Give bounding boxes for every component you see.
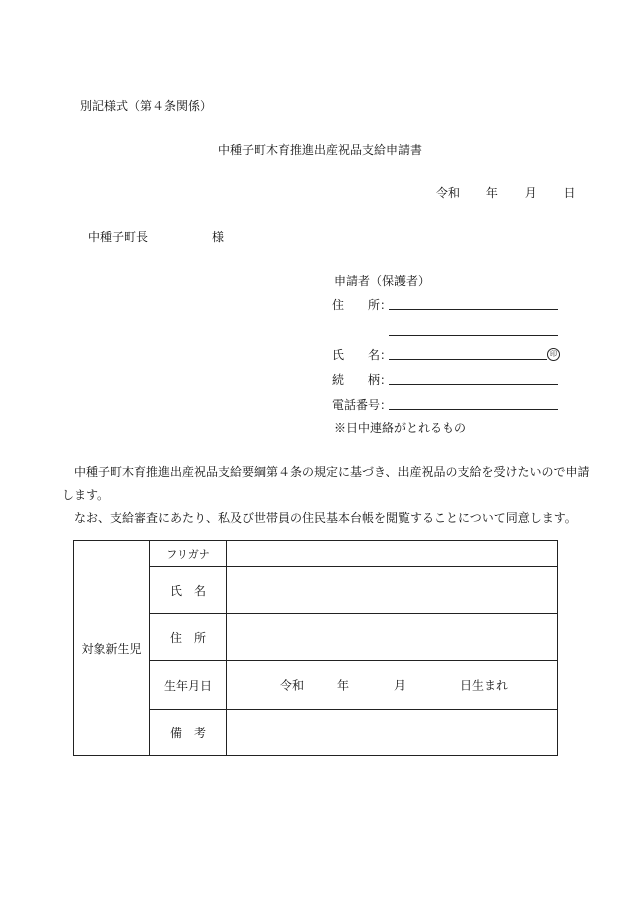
date-day: 日: [563, 186, 576, 200]
name-input[interactable]: [227, 567, 558, 614]
table-row-furigana: [74, 541, 558, 567]
birthdate-label: 生年月日: [150, 661, 227, 710]
newborn-info-table: [73, 540, 558, 756]
applicant-address-line-2[interactable]: [389, 335, 558, 336]
applicant-address-line-1[interactable]: [389, 309, 558, 310]
birth-month: 月: [394, 678, 407, 693]
remarks-label: 備考: [169, 726, 218, 740]
date-year: 年: [485, 186, 498, 200]
applicant-phone-line[interactable]: [389, 409, 558, 410]
address-input[interactable]: [227, 614, 558, 661]
date-month: 月: [524, 186, 537, 200]
applicant-heading: 申請者（保護者）: [334, 274, 431, 288]
category-cell: 対象新生児: [74, 541, 150, 756]
addressee-honorific: 様: [212, 230, 225, 244]
birthdate-input[interactable]: [227, 661, 558, 710]
applicant-relation-line[interactable]: [389, 384, 558, 385]
name-label-cell: [150, 567, 227, 614]
phone-note: ※日中連絡がとれるもの: [334, 421, 467, 435]
form-title: 中種子町木育推進出産祝品支給申請書: [218, 143, 423, 157]
seal-mark: 印: [547, 348, 560, 361]
applicant-address-label: 住 所：: [332, 298, 393, 312]
applicant-name-line[interactable]: [389, 359, 547, 360]
birth-day: 日生まれ: [460, 678, 509, 693]
birth-era: 令和: [280, 678, 305, 693]
furigana-input[interactable]: [227, 541, 558, 567]
name-label: 氏名: [169, 583, 218, 598]
furigana-label: フリガナ: [150, 541, 227, 567]
body-text-line-3: なお、支給審査にあたり、私及び世帯員の住民基本台帳を閲覧することについて同意します。: [74, 511, 577, 525]
addressee-name: 中種子町長: [88, 230, 149, 244]
birthdate-fields: [227, 661, 557, 709]
applicant-name-label: 氏 名：: [332, 348, 393, 362]
remarks-input[interactable]: [227, 710, 558, 756]
address-label-cell: [150, 614, 227, 661]
application-date: [436, 186, 576, 200]
form-reference: 別記様式（第４条関係）: [80, 99, 213, 113]
body-text-line-2: します。: [62, 488, 110, 502]
birth-year: 年: [337, 678, 350, 693]
body-text-line-1: 中種子町木育推進出産祝品支給要綱第４条の規定に基づき、出産祝品の支給を受けたいので申請: [74, 465, 590, 479]
applicant-relation-label: 続 柄：: [332, 373, 393, 387]
date-era: 令和: [436, 186, 461, 200]
remarks-label-cell: [150, 710, 227, 756]
address-label: 住所: [169, 630, 218, 645]
applicant-phone-label: 電話番号：: [332, 398, 393, 412]
